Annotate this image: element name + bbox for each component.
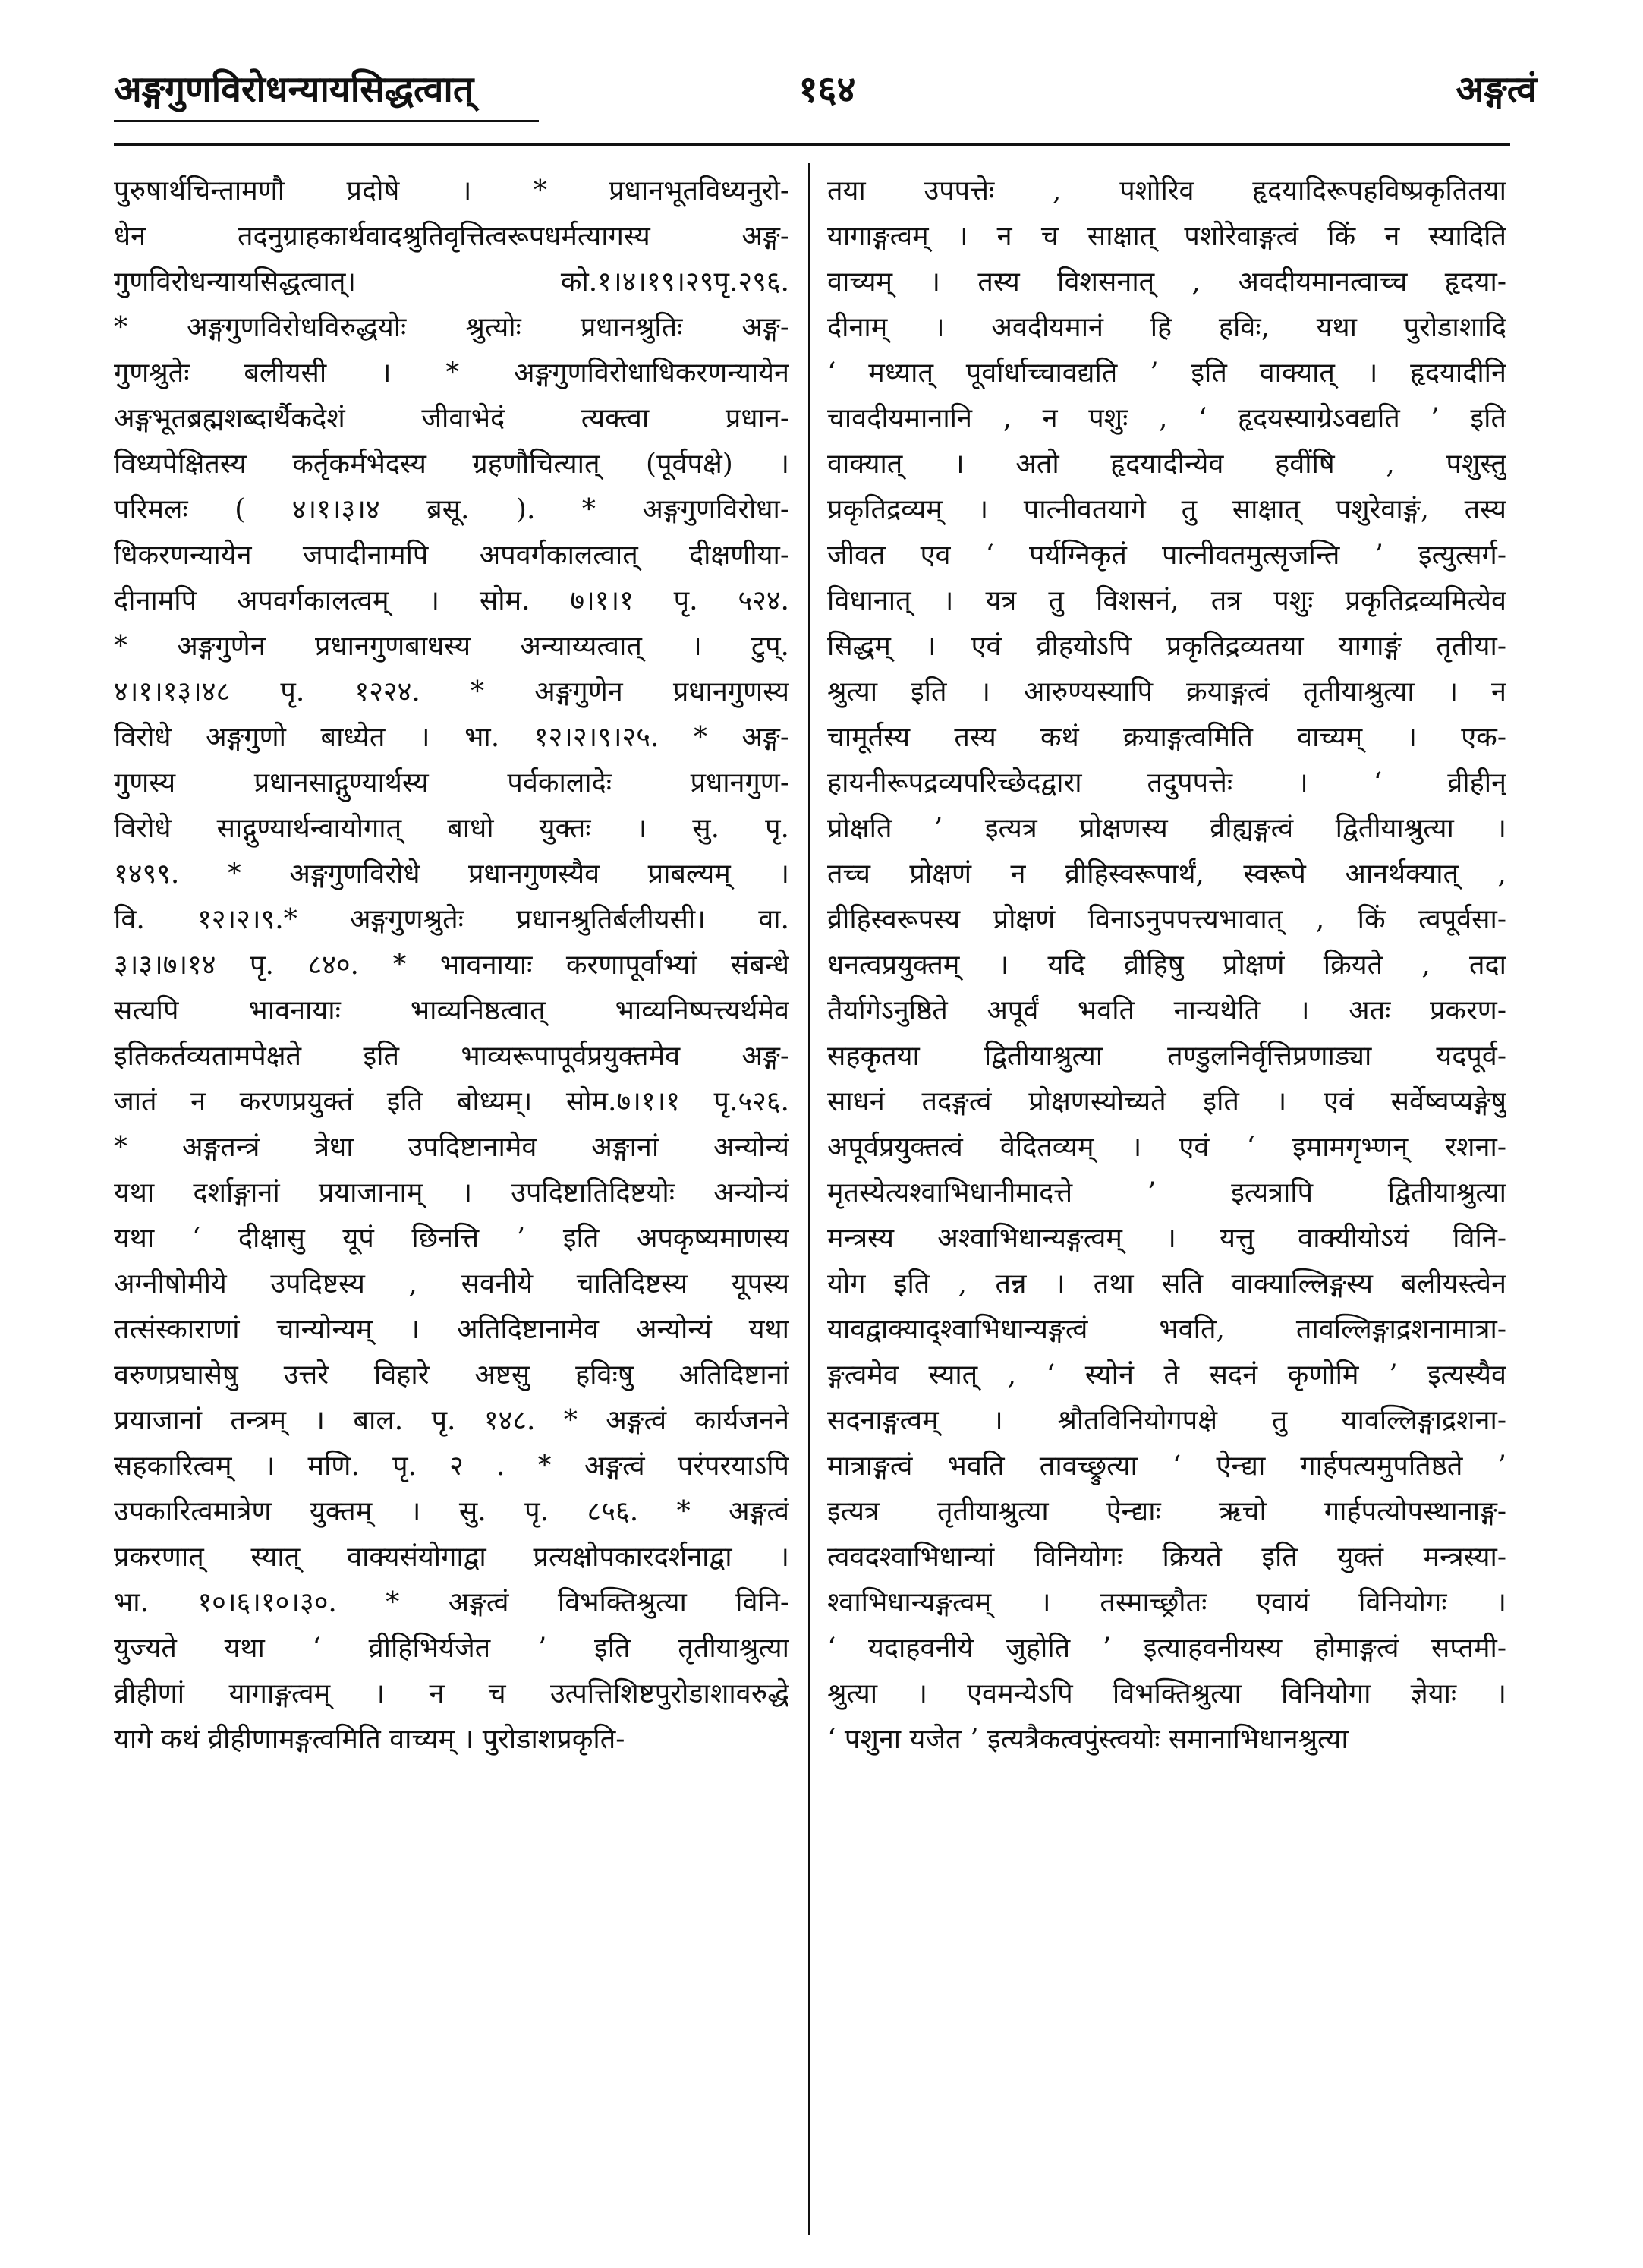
- text-line: वाच्यम् । तस्य विशसनात् , अवदीयमानत्वाच्च हृदया-: [827, 266, 1506, 298]
- text-line: धनत्वप्रयुक्तम् । यदि व्रीहिषु प्रोक्षणं क्रियते , तदा: [827, 950, 1506, 981]
- text-line: त्ववदश्वाभिधान्यां विनियोगः क्रियते इति युक्तं मन्त्रस्या-: [827, 1542, 1506, 1573]
- text-line: धिकरणन्यायेन जपादीनामपि अपवर्गकालत्वात् दीक्षणीया-: [114, 540, 789, 571]
- text-line: सहकारित्वम् । मणि. पृ. २ . * अङ्गत्वं परंपरयाऽपि: [114, 1451, 789, 1482]
- text-line: यथा ‘ दीक्षासु यूपं छिनत्ति ’ इति अपकृष्यमाणस्य: [114, 1223, 789, 1254]
- left-column: [114, 169, 789, 2241]
- text-line: दीनामपि अपवर्गकालत्वम् । सोम. ७।१।१ पृ. ५२४.: [114, 585, 789, 616]
- text-line: गुणस्य प्रधानसाद्गुण्यार्थस्य पर्वकालादेः प्रधानगुण-: [114, 767, 789, 799]
- text-line: वाक्यात् । अतो हृदयादीन्येव हवींषि , पशुस्तु: [827, 449, 1506, 480]
- text-line: दीनाम् । अवदीयमानं हि हविः, यथा पुरोडाशादि: [827, 312, 1506, 343]
- text-line: चावदीयमानानि , न पशुः , ‘ हृदयस्याग्रेऽवद्यति ’ इति: [827, 403, 1506, 434]
- text-line: ४।१।१३।४८ पृ. १२२४. * अङ्गगुणेन प्रधानगुणस्य: [114, 676, 789, 707]
- text-line: तच्च प्रोक्षणं न व्रीहिस्वरूपार्थं, स्वरूपे आनर्थक्यात् ,: [827, 858, 1506, 890]
- text-line: गुणश्रुतेः बलीयसी । * अङ्गगुणविरोधाधिकरणन्यायेन: [114, 358, 789, 389]
- text-line: अग्नीषोमीये उपदिष्टस्य , सवनीये चातिदिष्टस्य यूपस्य: [114, 1268, 789, 1299]
- right-column: [827, 169, 1506, 2241]
- text-line: प्रकृतिद्रव्यम् । पात्नीवतयागे तु साक्षात् पशुरेवाङ्गं, तस्य: [827, 494, 1506, 525]
- text-line: अपूर्वप्रयुक्तत्वं वेदितव्यम् । एवं ‘ इमामगृभ्णन् रशना-: [827, 1132, 1506, 1163]
- text-line: यथा दर्शाङ्गानां प्रयाजानाम् । उपदिष्टातिदिष्टयोः अन्योन्यं: [114, 1177, 789, 1208]
- text-line: उपकारित्वमात्रेण युक्तम् । सु. पृ. ८५६. * अङ्गत्वं: [114, 1496, 789, 1527]
- text-line: विध्यपेक्षितस्य कर्तृकर्मभेदस्य ग्रहणौचित्यात् (पूर्वपक्षे) ।: [114, 449, 789, 480]
- text-line: व्रीहीणां यागाङ्गत्वम् । न च उत्पत्तिशिष्टपुरोडाशावरुद्धे: [114, 1678, 789, 1709]
- text-line: ३।३।७।१४ पृ. ८४०. * भावनायाः करणापूर्वाभ्यां संबन्धे: [114, 950, 789, 981]
- text-line: १४९९. * अङ्गगुणविरोधे प्रधानगुणस्यैव प्राबल्यम् ।: [114, 858, 789, 890]
- running-head-underline: [114, 120, 539, 122]
- text-line: मृतस्येत्यश्वाभिधानीमादत्ते ’ इत्यत्रापि द्वितीयाश्रुत्या: [827, 1177, 1506, 1208]
- text-line: * अङ्गगुणेन प्रधानगुणबाधस्य अन्याय्यत्वात् । टुप्.: [114, 631, 789, 662]
- text-line: तया उपपत्तेः , पशोरिव हृदयादिरूपहविष्प्रकृतितया: [827, 175, 1506, 206]
- text-line: ‘ मध्यात् पूर्वार्धाच्चावद्यति ’ इति वाक्यात् । हृदयादीनि: [827, 358, 1506, 389]
- text-line: श्वाभिधान्यङ्गत्वम् । तस्माच्छ्रौतः एवायं विनियोगः ।: [827, 1587, 1506, 1618]
- text-line: परिमलः ( ४।१।३।४ ब्रसू. ). * अङ्गगुणविरोधा-: [114, 494, 789, 525]
- column-divider: [808, 163, 810, 2235]
- text-line: * अङ्गगुणविरोधविरुद्धयोः श्रुत्योः प्रधानश्रुतिः अङ्ग-: [114, 312, 789, 343]
- text-line: ङ्गत्वमेव स्यात् , ‘ स्योनं ते सदनं कृणोमि ’ इत्यस्यैव: [827, 1359, 1506, 1391]
- text-line: इत्यत्र तृतीयाश्रुत्या ऐन्द्याः ऋचो गार्हपत्योपस्थानाङ्ग-: [827, 1496, 1506, 1527]
- text-line: गुणविरोधन्यायसिद्धत्वात्। को.१।४।१९।२९पृ.२९६.: [114, 266, 789, 298]
- text-line: प्रकरणात् स्यात् वाक्यसंयोगाद्वा प्रत्यक्षोपकारदर्शनाद्वा ।: [114, 1542, 789, 1573]
- page-number: १६४: [798, 68, 856, 111]
- text-line: मन्त्रस्य अश्वाभिधान्यङ्गत्वम् । यत्तु वाक्यीयोऽयं विनि-: [827, 1223, 1506, 1254]
- text-line: मात्राङ्गत्वं भवति तावच्छ्रुत्या ‘ ऐन्द्या गार्हपत्यमुपतिष्ठते ’: [827, 1451, 1506, 1482]
- text-line: सत्यपि भावनायाः भाव्यनिष्ठत्वात् भाव्यनिष्पत्त्यर्थमेव: [114, 995, 789, 1026]
- text-line: विधानात् । यत्र तु विशसनं, तत्र पशुः प्रकृतिद्रव्यमित्येव: [827, 585, 1506, 616]
- text-line: विरोधे साद्गुण्यार्थन्वायोगात् बाधो युक्तः । सु. पृ.: [114, 813, 789, 844]
- text-line: जीवत एव ‘ पर्यग्निकृतं पात्नीवतमुत्सृजन्ति ’ इत्युत्सर्ग-: [827, 540, 1506, 571]
- text-line: सदनाङ्गत्वम् । श्रौतविनियोगपक्षे तु यावल्लिङ्गाद्रशना-: [827, 1405, 1506, 1436]
- text-line: श्रुत्या । एवमन्येऽपि विभक्तिश्रुत्या विनियोगा ज्ञेयाः ।: [827, 1678, 1506, 1709]
- text-line: अङ्गभूतब्रह्मशब्दार्थैकदेशं जीवाभेदं त्यक्त्वा प्रधान-: [114, 403, 789, 434]
- text-line: विरोधे अङ्गगुणो बाध्येत । भा. १२।२।९।२५. * अङ्ग-: [114, 722, 789, 753]
- text-line: ‘ यदाहवनीये जुहोति ’ इत्याहवनीयस्य होमाङ्गत्वं सप्तमी-: [827, 1633, 1506, 1664]
- text-line: युज्यते यथा ‘ व्रीहिभिर्यजेत ’ इति तृतीयाश्रुत्या: [114, 1633, 789, 1664]
- running-head-left: अङ्गगुणविरोधन्यायसिद्धत्वात्: [114, 68, 474, 111]
- text-line: ‘ पशुना यजेत ’ इत्यत्रैकत्वपुंस्त्वयोः समानाभिधानश्रुत्या: [827, 1724, 1349, 1755]
- text-line: साधनं तदङ्गत्वं प्रोक्षणस्योच्यते इति । एवं सर्वेष्वप्यङ्गेषु: [827, 1086, 1506, 1117]
- text-line: यावद्वाक्याद्श्वाभिधान्यङ्गत्वं भवति, तावल्लिङ्गाद्रशनामात्रा-: [827, 1314, 1506, 1345]
- text-line: वि. १२।२।९.* अङ्गगुणश्रुतेः प्रधानश्रुतिर्बलीयसी। वा.: [114, 904, 789, 935]
- text-line: चामूर्तस्य तस्य कथं क्रयाङ्गत्वमिति वाच्यम् । एक-: [827, 722, 1506, 753]
- text-line: प्रोक्षति ’ इत्यत्र प्रोक्षणस्य व्रीह्यङ्गत्वं द्वितीयाश्रुत्या ।: [827, 813, 1506, 844]
- text-line: व्रीहिस्वरूपस्य प्रोक्षणं विनाऽनुपपत्त्यभावात् , किं त्वपूर्वसा-: [827, 904, 1506, 935]
- text-line: धेन तदनुग्राहकार्थवादश्रुतिवृत्तित्वरूपधर्मत्यागस्य अङ्ग-: [114, 221, 789, 252]
- text-line: यागे कथं व्रीहीणामङ्गत्वमिति वाच्यम् । पुरोडाशप्रकृति-: [114, 1724, 625, 1755]
- text-line: सिद्धम् । एवं व्रीहयोऽपि प्रकृतिद्रव्यतया यागाङ्गं तृतीया-: [827, 631, 1506, 662]
- text-line: श्रुत्या इति । आरुण्यस्यापि क्रयाङ्गत्वं तृतीयाश्रुत्या । न: [827, 676, 1506, 707]
- text-line: इतिकर्तव्यतामपेक्षते इति भाव्यरूपापूर्वप्रयुक्तमेव अङ्ग-: [114, 1041, 789, 1072]
- text-line: प्रयाजानां तन्त्रम् । बाल. पृ. १४८. * अङ्गत्वं कार्यजनने: [114, 1405, 789, 1436]
- text-line: वरुणप्रघासेषु उत्तरे विहारे अष्टसु हविःषु अतिदिष्टानां: [114, 1359, 789, 1391]
- text-line: पुरुषार्थचिन्तामणौ प्रदोषे । * प्रधानभूतविध्यनुरो-: [114, 175, 789, 206]
- text-line: सहकृतया द्वितीयाश्रुत्या तण्डुलनिर्वृत्तिप्रणाड्या यदपूर्व-: [827, 1041, 1506, 1072]
- text-line: भा. १०।६।१०।३०. * अङ्गत्वं विभक्तिश्रुत्या विनि-: [114, 1587, 789, 1618]
- running-head-right: अङ्गत्वं: [1456, 68, 1537, 111]
- text-line: तैर्यागेऽनुष्ठिते अपूर्वं भवति नान्यथेति । अतः प्रकरण-: [827, 995, 1506, 1026]
- text-line: * अङ्गतन्त्रं त्रेधा उपदिष्टानामेव अङ्गानां अन्योन्यं: [114, 1132, 789, 1163]
- header-rule: [114, 143, 1510, 146]
- text-line: यागाङ्गत्वम् । न च साक्षात् पशोरेवाङ्गत्वं किं न स्यादिति: [827, 221, 1506, 252]
- text-line: जातं न करणप्रयुक्तं इति बोध्यम्। सोम.७।१।१ पृ.५२६.: [114, 1086, 789, 1117]
- text-line: हायनीरूपद्रव्यपरिच्छेदद्वारा तदुपपत्तेः । ‘ व्रीहीन्: [827, 767, 1506, 799]
- text-line: योग इति , तन्न । तथा सति वाक्याल्लिङ्गस्य बलीयस्त्वेन: [827, 1268, 1506, 1299]
- text-line: तत्संस्काराणां चान्योन्यम् । अतिदिष्टानामेव अन्योन्यं यथा: [114, 1314, 789, 1345]
